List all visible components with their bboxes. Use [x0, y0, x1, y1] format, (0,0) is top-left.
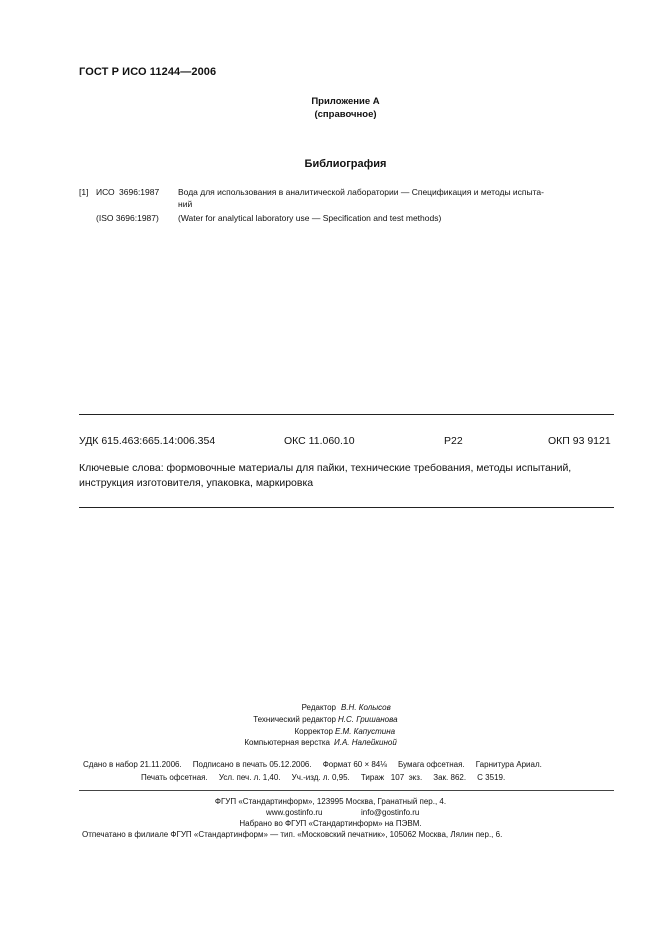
appendix-title: Приложение А	[311, 96, 380, 107]
credit-name: Н.С. Гришанова	[338, 715, 398, 724]
imprint-line2: Печать офсетная. Усл. печ. л. 1,40. Уч.-изд. л. 0,95. Тираж 107 экз. Зак. 862. С 3519.	[141, 773, 506, 782]
imprint-line1: Сдано в набор 21.11.2006. Подписано в печать 05.12.2006. Формат 60 × 84⅛ Бумага офсетная. Гарнитура Ариал.	[83, 760, 542, 769]
keywords-line2: инструкция изготовителя, упаковка, маркировка	[79, 477, 314, 489]
credit-name: Е.М. Капустина	[335, 727, 396, 736]
ref-text-line1: Вода для использования в аналитической лаборатории — Спецификация и методы испыта-	[178, 187, 544, 197]
ref-text-line2: ний	[178, 199, 193, 209]
credit-role: Компьютерная верстка	[244, 738, 330, 747]
publisher-email: info@gostinfo.ru	[361, 808, 420, 817]
credit-role: Корректор	[294, 727, 333, 736]
credit-role: Технический редактор	[253, 715, 336, 724]
credit-name: В.Н. Колысов	[341, 703, 391, 712]
publisher-line3: Набрано во ФГУП «Стандартинформ» на ПЭВМ.	[239, 819, 422, 828]
publisher-line1: ФГУП «Стандартинформ», 123995 Москва, Гранатный пер., 4.	[214, 797, 447, 806]
divider-publisher	[79, 790, 614, 791]
keywords-line1: Ключевые слова: формовочные материалы для пайки, технические требования, методы испытаний,	[79, 462, 572, 474]
divider-bottom	[79, 507, 614, 508]
appendix-subtitle: (справочное)	[314, 109, 377, 120]
publisher-line4: Отпечатано в филиале ФГУП «Стандартинформ» — тип. «Московский печатник», 105062 Москва, Лялин пер., 6.	[82, 830, 503, 839]
ref-text-en: (Water for analytical laboratory use — Specification and test methods)	[178, 213, 442, 223]
oks-code: ОКС 11.060.10	[284, 435, 355, 447]
ref-code-en: (ISO 3696:1987)	[96, 213, 159, 223]
standard-header: ГОСТ Р ИСО 11244—2006	[79, 66, 217, 78]
credit-name: И.А. Налейкиной	[334, 738, 397, 747]
bibliography-title: Библиография	[304, 158, 387, 170]
okp-code: ОКП 93 9121	[548, 435, 611, 447]
group-code: Р22	[444, 435, 463, 447]
ref-code: ИСО 3696:1987	[96, 187, 160, 197]
credit-role: Редактор	[301, 703, 336, 712]
publisher-web: www.gostinfo.ru	[266, 808, 323, 817]
divider-top	[79, 414, 614, 415]
ref-number: [1]	[79, 187, 89, 197]
udk-code: УДК 615.463:665.14:006.354	[79, 435, 216, 447]
